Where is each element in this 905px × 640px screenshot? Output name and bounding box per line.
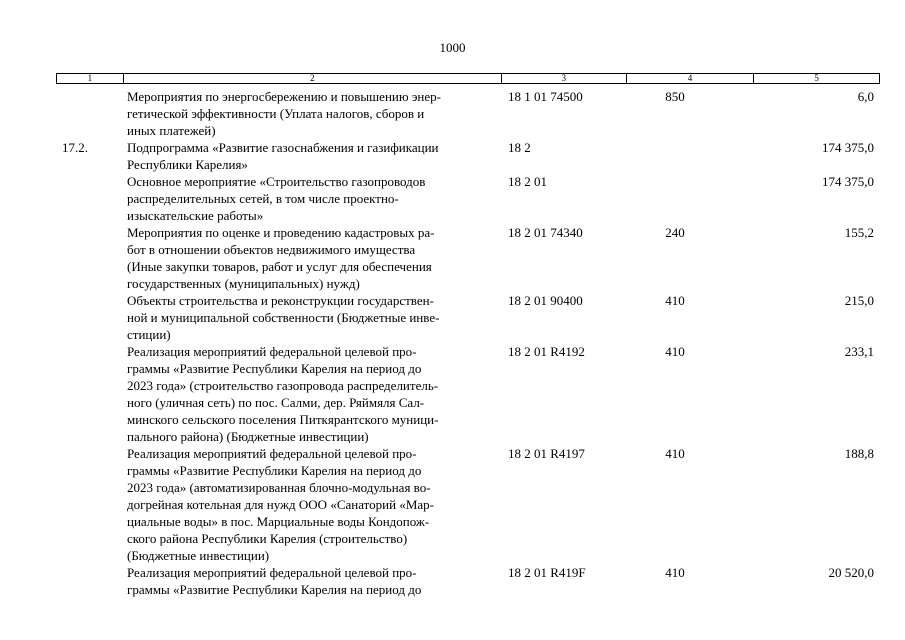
table-row — [0, 139, 905, 173]
row-code: 18 1 01 74500 — [508, 89, 583, 104]
row-code: 18 2 01 74340 — [508, 225, 583, 240]
row-amount: 6,0 — [857, 89, 874, 104]
row-code: 18 2 01 — [508, 174, 547, 189]
row-name: Подпрограмма «Развитие газоснабжения и газификации Республики Карелия» — [127, 140, 439, 172]
row-name: Реализация мероприятий федеральной целевой про- граммы «Развитие Республики Карелия на период до 2023 года» (строительство газопровода распределитель- ного (уличная сеть) по пос. Салми, дер. Ряймяля Сал- минского сельского поселения Питкярантского муници- пального района) (Бюджетные инвестиции) — [127, 344, 439, 444]
table-row — [0, 343, 905, 445]
table-row — [0, 173, 905, 224]
row-code: 18 2 01 R419F — [508, 565, 586, 580]
row-name: Мероприятия по оценке и проведению кадастровых ра- бот в отношении объектов недвижимого имущества (Иные закупки товаров, работ и услуг для обеспечения государственных (муниципальных) нужд) — [127, 225, 435, 291]
row-expense-type: 410 — [665, 446, 685, 461]
table-row — [0, 88, 905, 139]
header-col-5: 5 — [753, 74, 879, 83]
page-number: 1000 — [439, 40, 466, 55]
row-code: 18 2 01 R4197 — [508, 446, 585, 461]
row-name: Мероприятия по энергосбережению и повышению энер- гетической эффективности (Уплата налогов, сборов и иных платежей) — [127, 89, 441, 138]
row-number: 17.2. — [62, 140, 88, 155]
row-name: Реализация мероприятий федеральной целевой про- граммы «Развитие Республики Карелия на период до — [127, 565, 422, 597]
row-expense-type: 410 — [665, 293, 685, 308]
row-amount: 174 375,0 — [822, 140, 874, 155]
row-name: Основное мероприятие «Строительство газопроводов распределительных сетей, в том числе проектно- изыскательские работы» — [127, 174, 426, 223]
row-amount: 215,0 — [844, 293, 874, 308]
header-col-1: 1 — [87, 73, 93, 83]
row-code: 18 2 — [508, 140, 531, 155]
row-name: Реализация мероприятий федеральной целевой про- граммы «Развитие Республики Карелия на период до 2023 года» (автоматизированная блочно-модульная во- догрейная котельная для нужд ООО «Санаторий «Мар- циальные воды» в пос. Марциальные воды Кондопож- ского района Республики Карелия (строительство) (Бюджетные инвестиции) — [127, 446, 434, 563]
table-row — [0, 564, 905, 598]
row-amount: 233,1 — [844, 344, 874, 359]
row-amount: 155,2 — [844, 225, 874, 240]
row-amount: 20 520,0 — [828, 565, 874, 580]
row-amount: 188,8 — [844, 446, 874, 461]
row-code: 18 2 01 R4192 — [508, 344, 585, 359]
header-col-3: 3 — [501, 74, 626, 83]
row-expense-type: 410 — [665, 344, 685, 359]
header-col-2: 2 — [123, 74, 501, 83]
table-row — [0, 292, 905, 343]
row-name: Объекты строительства и реконструкции государствен- ной и муниципальной собственности (Бюджетные инве- стиции) — [127, 293, 440, 342]
row-expense-type: 240 — [665, 225, 685, 240]
table-row — [0, 445, 905, 564]
table-body — [0, 88, 905, 598]
row-code: 18 2 01 90400 — [508, 293, 583, 308]
table-header — [56, 73, 880, 84]
row-expense-type: 850 — [665, 89, 685, 104]
table-row — [0, 224, 905, 292]
header-col-4: 4 — [626, 74, 754, 83]
row-expense-type: 410 — [665, 565, 685, 580]
row-amount: 174 375,0 — [822, 174, 874, 189]
